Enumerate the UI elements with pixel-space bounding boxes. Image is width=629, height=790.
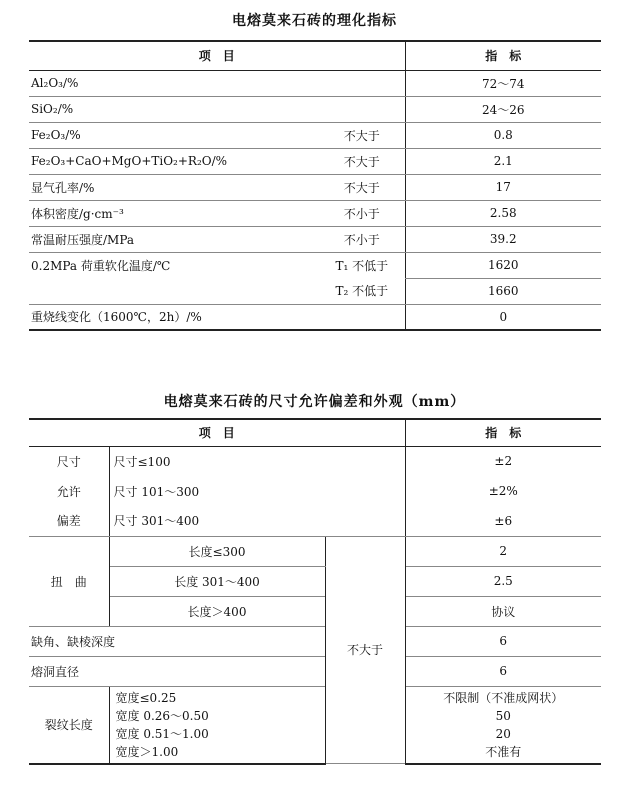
table-row xyxy=(29,70,601,96)
table2-title: 电熔莫来石砖的尺寸允许偏差和外观（mm） xyxy=(163,394,466,410)
row-item xyxy=(29,278,319,304)
row-value: 1660 xyxy=(405,278,601,304)
crack-items xyxy=(109,686,325,764)
row-item: 长度＞400 xyxy=(109,596,325,626)
row-condition: 不大于 xyxy=(319,122,405,148)
row-value: 0 xyxy=(405,304,601,330)
table-row xyxy=(29,122,601,148)
crack-value: 不准有 xyxy=(485,744,522,759)
row-condition xyxy=(319,70,405,96)
row-item: 重烧线变化（1600℃，2h）/% xyxy=(29,304,319,330)
table-row xyxy=(29,148,601,174)
row-condition xyxy=(319,304,405,330)
row-value: 2 xyxy=(405,536,601,566)
row-item: 显气孔率/% xyxy=(29,174,319,200)
row-item: 0.2MPa 荷重软化温度/℃ xyxy=(31,258,171,273)
table1-header-item: 项 目 xyxy=(29,41,405,70)
warp-group-label: 扭 曲 xyxy=(29,536,109,626)
row-item: 常温耐压强度/MPa xyxy=(29,226,319,252)
table-row xyxy=(29,626,601,656)
row-condition xyxy=(319,96,405,122)
table2-header-item: 项 目 xyxy=(29,419,405,446)
crack-item: 宽度 0.51～1.00 xyxy=(115,726,209,741)
row-condition: 不小于 xyxy=(319,200,405,226)
row-value: 6 xyxy=(405,626,601,656)
table-row xyxy=(29,476,601,506)
table-row xyxy=(29,536,601,566)
table1-header-row xyxy=(29,41,601,70)
table-row xyxy=(29,656,601,686)
crack-value: 50 xyxy=(495,708,511,723)
row-condition: T₁ 不低于 xyxy=(335,258,389,273)
table1-header-value: 指 标 xyxy=(405,41,601,70)
row-item: Fe₂O₃/% xyxy=(29,122,319,148)
physicochemical-table xyxy=(29,40,601,331)
row-value: 1620 xyxy=(405,252,601,278)
row-value: ±2 xyxy=(405,446,601,476)
table-row xyxy=(29,506,601,536)
crack-value: 20 xyxy=(495,726,511,741)
row-value: 0.8 xyxy=(405,122,601,148)
row-condition: 不小于 xyxy=(319,226,405,252)
row-value: 6 xyxy=(405,656,601,686)
crack-value: 不限制（不准成网状） xyxy=(443,690,564,705)
row-item: SiO₂/% xyxy=(29,96,319,122)
row-item: 尺寸 301～400 xyxy=(109,506,405,536)
row-value: 协议 xyxy=(405,596,601,626)
row-value: 24～26 xyxy=(405,96,601,122)
crack-group-label: 裂纹长度 xyxy=(29,686,109,764)
size-group-label: 尺寸 xyxy=(29,446,109,476)
table-row xyxy=(29,304,601,330)
row-item: 体积密度/g·cm⁻³ xyxy=(29,200,319,226)
row-item: 尺寸≤100 xyxy=(113,454,171,469)
table-row xyxy=(29,200,601,226)
table-row xyxy=(29,566,601,596)
table-row xyxy=(29,686,601,764)
size-group-label: 允许 xyxy=(29,476,109,506)
table-row xyxy=(29,226,601,252)
table-row xyxy=(29,174,601,200)
row-item: 缺角、缺棱深度 xyxy=(29,626,325,656)
table-row xyxy=(29,596,601,626)
table-row xyxy=(29,446,601,476)
row-item: 尺寸 101～300 xyxy=(113,484,200,499)
size-group-label: 偏差 xyxy=(29,506,109,536)
crack-item: 宽度＞1.00 xyxy=(115,744,179,759)
table2-header-row xyxy=(29,419,601,446)
row-value: ±6 xyxy=(405,506,601,536)
row-condition: T₂ 不低于 xyxy=(319,278,405,304)
row-item: Fe₂O₃+CaO+MgO+TiO₂+R₂O/% xyxy=(29,148,319,174)
row-value: 2.58 xyxy=(405,200,601,226)
table1-title: 电熔莫来石砖的理化指标 xyxy=(232,13,397,29)
row-condition: 不大于 xyxy=(319,174,405,200)
table-row xyxy=(29,252,601,278)
row-item: 长度≤300 xyxy=(109,536,325,566)
row-item: 熔洞直径 xyxy=(29,656,325,686)
tolerance-appearance-table xyxy=(29,418,601,765)
row-value: ±2% xyxy=(405,476,601,506)
row-condition: 不大于 xyxy=(319,148,405,174)
row-value: 2.1 xyxy=(405,148,601,174)
row-item: Al₂O₃/% xyxy=(29,70,319,96)
row-value: 2.5 xyxy=(405,566,601,596)
not-greater-label: 不大于 xyxy=(325,536,405,764)
row-value: 17 xyxy=(405,174,601,200)
row-item: 长度 301～400 xyxy=(109,566,325,596)
crack-values xyxy=(405,686,601,764)
row-value: 39.2 xyxy=(405,226,601,252)
crack-item: 宽度 0.26～0.50 xyxy=(115,708,209,723)
crack-item: 宽度≤0.25 xyxy=(115,690,177,705)
row-value: 72～74 xyxy=(405,70,601,96)
table-row xyxy=(29,278,601,304)
table-row xyxy=(29,96,601,122)
table2-header-value: 指 标 xyxy=(405,419,601,446)
